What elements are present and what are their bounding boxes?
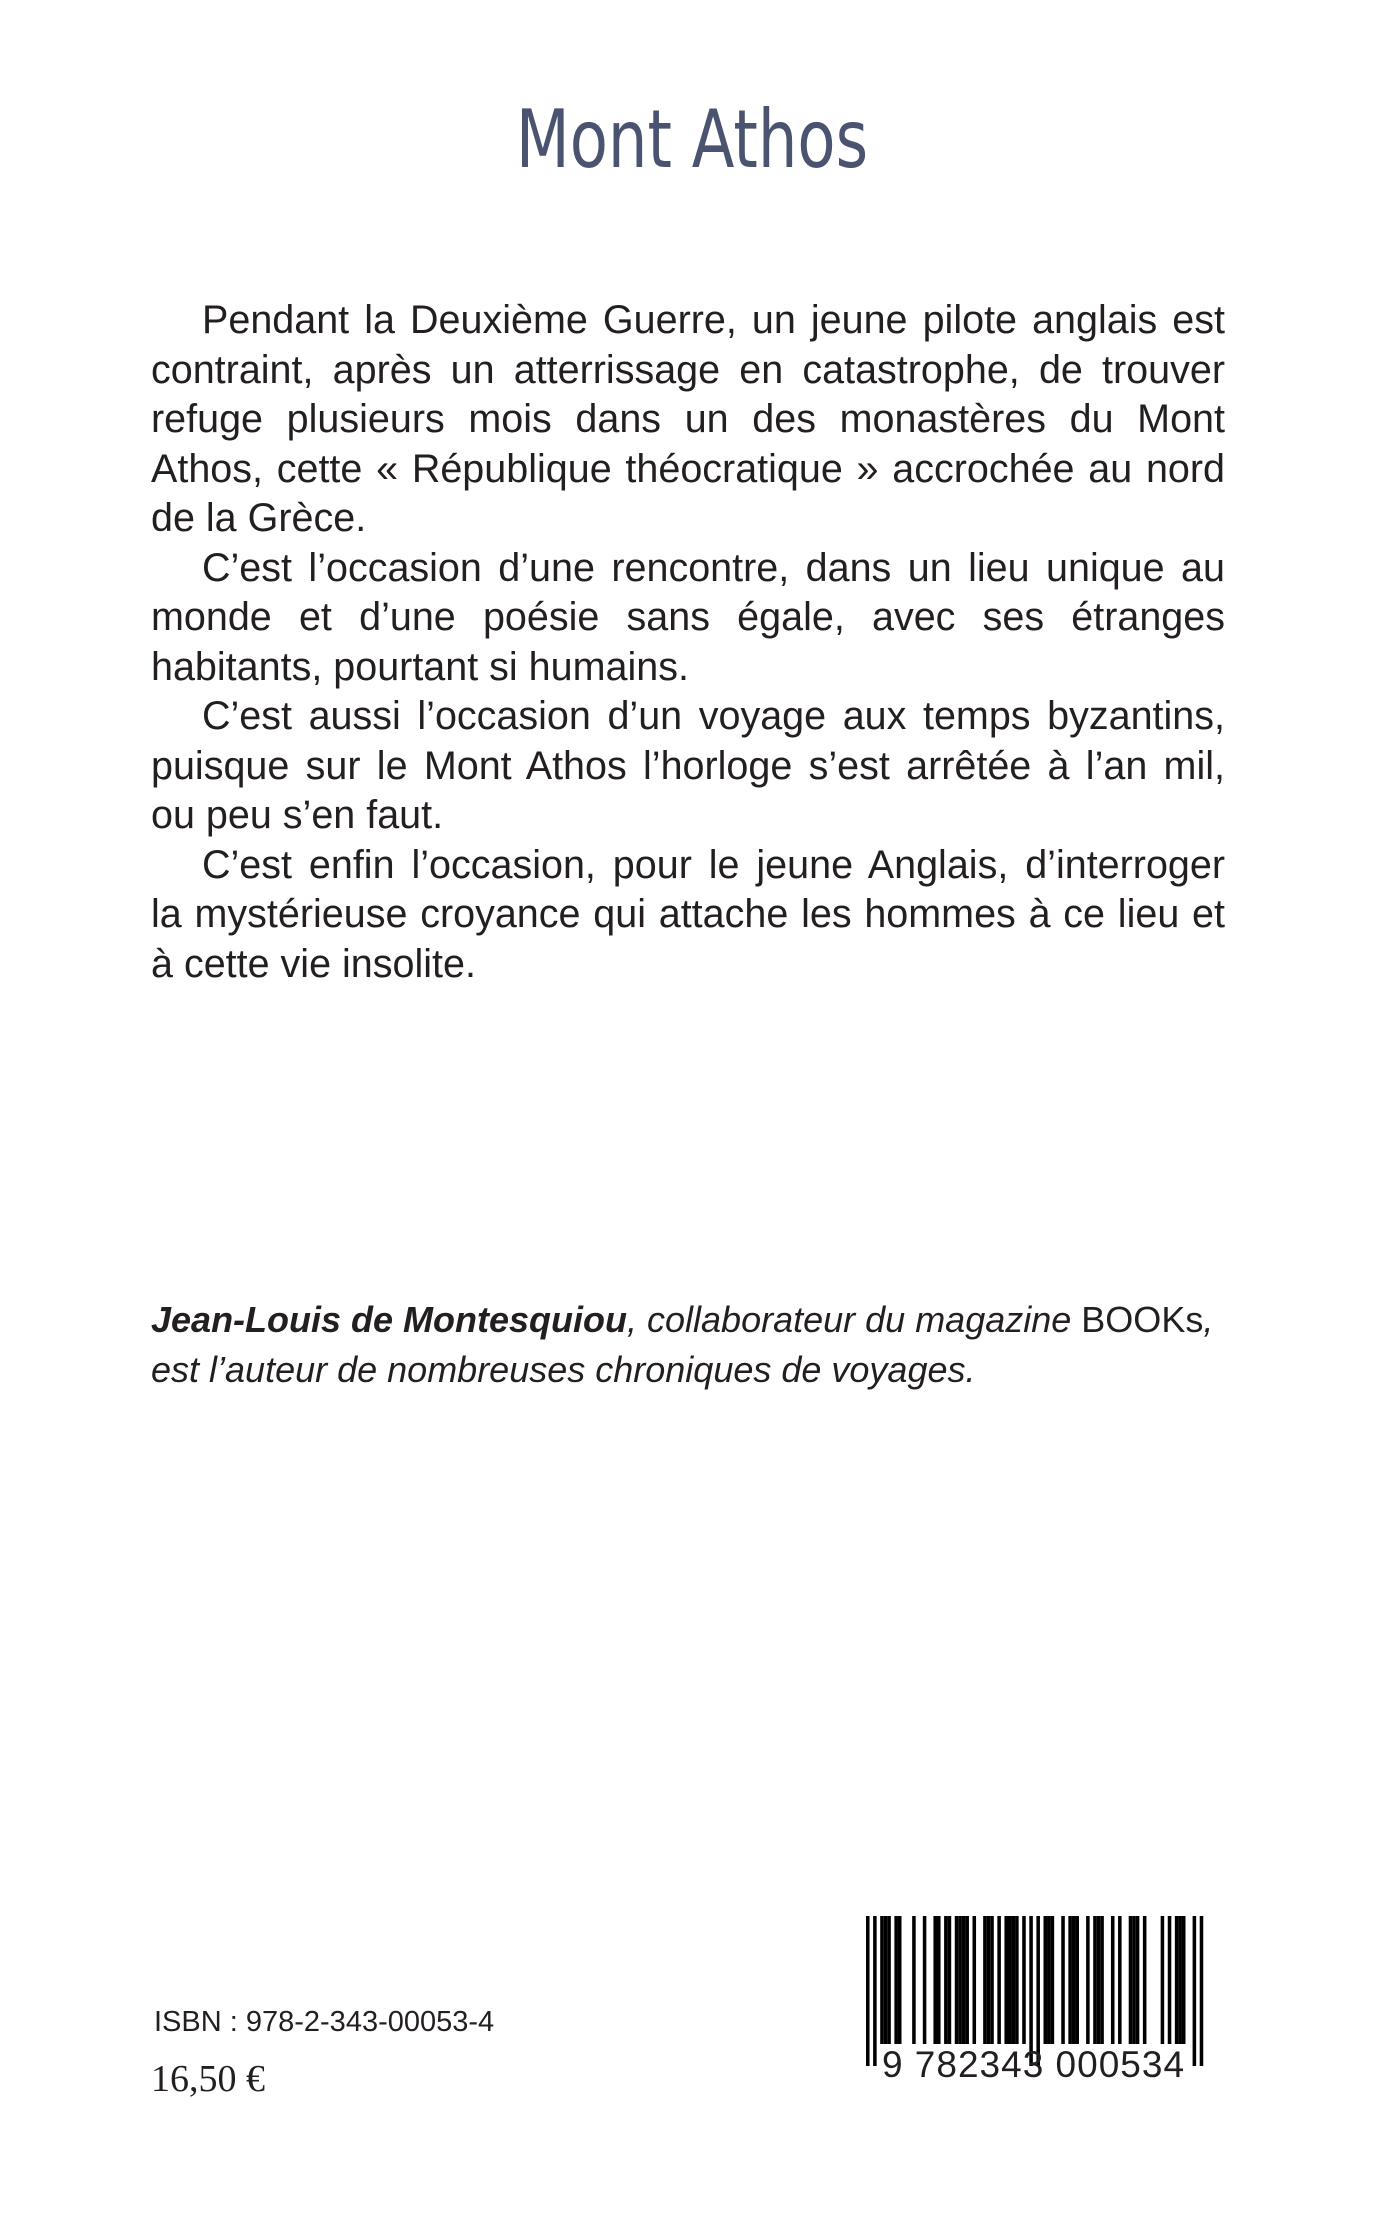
author-name: Jean-Louis de Montesquiou [151, 1299, 628, 1340]
barcode-bar [965, 1916, 969, 2044]
back-cover-blurb [151, 296, 1225, 989]
barcode-bar [1168, 1916, 1172, 2044]
barcode-bar [1051, 1916, 1055, 2044]
barcode-bar [1044, 1916, 1048, 2044]
barcode-bar [884, 1916, 888, 2044]
barcode-bar [866, 1916, 870, 2066]
barcode-bar [1047, 1916, 1051, 2044]
blurb-paragraph: C’est aussi l’occasion d’un voyage aux temps byzantins, puisque sur le Mont Athos l’horloge s’est arrêtée à l’an mil, ou peu s’en faut. [151, 694, 1225, 837]
barcode-bar [1072, 1916, 1076, 2044]
barcode-bar [1193, 1916, 1197, 2066]
blurb-paragraph: Pendant la Deuxième Guerre, un jeune pilote anglais est contraint, après un atterrissage en catastrophe, de trouver refuge plusieurs mois dans un des monastères du Mont Athos, cette « République théocratique » accrochée au nord de la Grèce. [151, 298, 1225, 540]
author-bio [151, 1295, 1225, 1394]
barcode-bar [1093, 1916, 1097, 2044]
barcode-bar [973, 1916, 977, 2044]
barcode-bar [1012, 1916, 1016, 2044]
barcode-bar [1061, 1916, 1065, 2044]
magazine-name: BOOKs [1081, 1299, 1204, 1340]
barcode-bar [1136, 1916, 1140, 2044]
blurb-paragraph: C’est l’occasion d’une rencontre, dans un lieu unique au monde et d’une poésie sans égale, avec ses étranges habitants, pourtant si humains. [151, 545, 1225, 689]
barcode-bar [944, 1916, 948, 2044]
barcode-digits: 9 782343 000534 [881, 2044, 1186, 2085]
book-title: Mont Athos [515, 93, 869, 186]
barcode-bar [983, 1916, 987, 2044]
barcode-bar [887, 1916, 891, 2044]
barcode-bar [1111, 1916, 1115, 2044]
isbn-label: ISBN : 978-2-343-00053-4 [154, 2006, 495, 2038]
barcode-bar [955, 1916, 959, 2044]
barcode-bar [1129, 1916, 1133, 2044]
barcode-bar [987, 1916, 991, 2044]
barcode-bar [898, 1916, 902, 2044]
barcode-bar [912, 1916, 916, 2044]
barcode-bar [958, 1916, 962, 2044]
barcode-bar [1200, 1916, 1204, 2066]
barcode-bar [880, 1916, 884, 2044]
barcode-bar [1118, 1916, 1122, 2044]
barcode-bar [894, 1916, 898, 2044]
author-bio-text: , collaborateur du magazine [627, 1299, 1082, 1340]
barcode-bar [1161, 1916, 1165, 2044]
barcode-bar [990, 1916, 994, 2044]
barcode-bar [1100, 1916, 1104, 2044]
barcode-bar [1022, 1916, 1026, 2044]
barcode-bar [933, 1916, 937, 2044]
barcode-bar [1015, 1916, 1019, 2044]
barcode-bar [1175, 1916, 1179, 2044]
barcode-bar [948, 1916, 952, 2044]
barcode-bar [1086, 1916, 1090, 2044]
barcode-bar [1075, 1916, 1079, 2044]
barcode-bar [1008, 1916, 1012, 2044]
barcode-bar [1143, 1916, 1147, 2044]
barcode-bar [1097, 1916, 1101, 2044]
barcode-bar [962, 1916, 966, 2044]
price-label: 16,50 € [151, 2058, 265, 2100]
barcode-bar [923, 1916, 927, 2044]
barcode-bar [1182, 1916, 1186, 2044]
barcode-bar [1178, 1916, 1182, 2044]
barcode-bar [1068, 1916, 1072, 2044]
barcode-bar [1004, 1916, 1008, 2044]
barcode-bar [937, 1916, 941, 2044]
author-bio-comma: , [1203, 1299, 1214, 1340]
barcode-bar [1132, 1916, 1136, 2044]
barcode-bar [997, 1916, 1001, 2044]
author-bio-line2: est l’auteur de nombreuses chroniques de voyages. [151, 1348, 976, 1390]
barcode-bar [873, 1916, 877, 2066]
blurb-paragraph: C’est enfin l’occasion, pour le jeune Anglais, d’interroger la mystérieuse croyance qui attache les hommes à ce lieu et à cette vie insolite. [151, 842, 1225, 986]
